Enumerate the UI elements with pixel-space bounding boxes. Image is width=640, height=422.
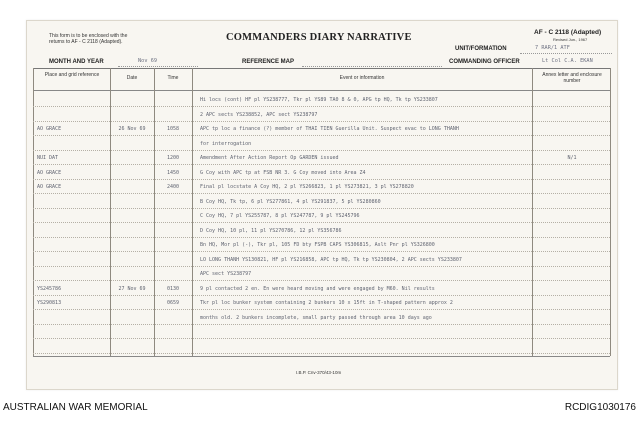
row-event: Bn HQ, Mor pl (-), Tkr pl, 105 FD bty FSPB CAPS YS306815, Aslt Pnr pl YS326800 bbox=[200, 242, 435, 248]
form-note-line2: returns to AF - C 2118 (Adapted). bbox=[49, 39, 123, 45]
col-header-time: Time bbox=[167, 75, 179, 81]
map-underline bbox=[302, 66, 442, 67]
row-rule bbox=[33, 280, 610, 281]
row-rule bbox=[33, 295, 610, 296]
unit-formation-value: 7 RAR/1 ATF bbox=[535, 45, 570, 51]
row-event: for interrogation bbox=[200, 140, 252, 147]
row-event: Amendment After Action Report Op GARDEN issued bbox=[200, 155, 339, 161]
row-rule bbox=[33, 164, 610, 165]
row-rule bbox=[33, 222, 610, 223]
row-time: 1058 bbox=[166, 126, 180, 132]
row-rule bbox=[33, 135, 610, 136]
row-annex: N/1 bbox=[567, 155, 577, 161]
row-rule bbox=[33, 251, 610, 252]
row-event: G Coy with APC tp at FSB NR 3. G Coy moved into Area Z4 bbox=[200, 169, 366, 176]
col-header-event: Event or information bbox=[339, 75, 385, 81]
form-code: AF - C 2118 (Adapted) bbox=[534, 29, 602, 36]
col-header-date: Date bbox=[126, 75, 138, 81]
row-event: APC sect YS238797 bbox=[200, 271, 252, 277]
row-time: 0130 bbox=[166, 285, 180, 292]
row-rule bbox=[33, 324, 610, 325]
row-place: YS245786 bbox=[37, 285, 62, 292]
row-rule bbox=[33, 121, 610, 122]
row-rule bbox=[33, 208, 610, 209]
month-year-label: MONTH AND YEAR bbox=[49, 59, 104, 65]
col-divider-1 bbox=[110, 68, 111, 356]
row-event: 9 pl contacted 2 en. En were heard moving and were engaged by M60. Nil results bbox=[200, 285, 435, 292]
col-divider-2 bbox=[154, 68, 155, 356]
row-date: 26 Nov 69 bbox=[118, 126, 146, 132]
commanding-officer-value: Lt Col C.A. EKAN bbox=[542, 58, 593, 64]
col-divider-4 bbox=[532, 68, 533, 356]
row-event: 2 APC sects YS238852, APC sect YS238797 bbox=[200, 111, 318, 118]
row-event: APC tp loc a finance (?) member of THAI TIEN Guerilla Unit. Suspect evac to LONG THANH bbox=[200, 126, 459, 132]
row-rule bbox=[33, 106, 610, 107]
row-event: Final pl locstate A Coy HQ, 2 pl YS266823, 1 pl YS273821, 3 pl YS278820 bbox=[200, 184, 414, 190]
col-divider-0 bbox=[33, 68, 34, 356]
form-note-line1: This form is to be enclosed with the bbox=[49, 33, 128, 39]
col-divider-5 bbox=[610, 68, 611, 356]
row-time: 1200 bbox=[166, 155, 180, 161]
printer-code: I.B.P. Cnv-370/43-10m bbox=[296, 370, 342, 375]
row-event: Hi locs (cont) HF pl YS238777, Tkr pl YS89 TA0 8 & 0, APG tp HQ, Tk tp YS233807 bbox=[200, 97, 438, 103]
row-place: AO GRACE bbox=[37, 126, 62, 132]
row-place: AO GRACE bbox=[37, 169, 62, 176]
row-rule bbox=[33, 266, 610, 267]
unit-underline bbox=[520, 53, 612, 54]
row-rule bbox=[33, 353, 610, 354]
row-place: AO GRACE bbox=[37, 184, 62, 190]
row-event: months old. 2 bunkers incomplete, small party passed through area 10 days ago bbox=[200, 314, 432, 321]
row-time: 0659 bbox=[166, 300, 180, 306]
commanding-officer-label: COMMANDING OFFICER bbox=[449, 59, 520, 65]
col-divider-3 bbox=[192, 68, 193, 356]
month-year-value: Nov 69 bbox=[138, 58, 158, 64]
col-header-annex: Annex letter and enclosure number bbox=[542, 72, 602, 84]
col-header-place: Place and grid reference bbox=[44, 72, 100, 78]
row-event: LO LONG THANH YS130821, HF pl YS216858, APC tp HQ, Tk tp YS230804, 2 APC sects YS233807 bbox=[200, 256, 462, 263]
archive-credit: AUSTRALIAN WAR MEMORIAL bbox=[3, 402, 148, 413]
reference-map-label: REFERENCE MAP bbox=[242, 59, 295, 65]
form-revised: Revised Jun., 1967 bbox=[553, 37, 588, 42]
row-event: B Coy HQ, Tk tp, 6 pl YS277861, 4 pl YS291837, 5 pl YS280860 bbox=[200, 198, 381, 205]
month-underline bbox=[118, 66, 198, 67]
page-title: COMMANDERS DIARY NARRATIVE bbox=[226, 32, 412, 43]
row-rule bbox=[33, 193, 610, 194]
row-place: NUI DAT bbox=[37, 155, 59, 161]
row-rule bbox=[33, 309, 610, 310]
row-rule bbox=[33, 150, 610, 151]
archive-reference: RCDIG1030176 bbox=[564, 402, 636, 413]
row-time: 2400 bbox=[166, 184, 180, 190]
table-bottom-border bbox=[33, 356, 610, 357]
row-event: Tkr pl loc bunker system containing 2 bunkers 10 x 15ft in T-shaped pattern approx 2 bbox=[200, 300, 453, 306]
row-rule bbox=[33, 179, 610, 180]
row-date: 27 Nov 69 bbox=[118, 285, 146, 292]
row-time: 1450 bbox=[166, 169, 180, 176]
table-top-border bbox=[33, 68, 610, 69]
table-header-border bbox=[33, 90, 610, 91]
row-event: C Coy HQ, 7 pl YS255787, 8 pl YS247787, 9 pl YS245796 bbox=[200, 213, 360, 219]
row-place: YS290813 bbox=[37, 300, 62, 306]
row-rule bbox=[33, 338, 610, 339]
row-rule bbox=[33, 237, 610, 238]
unit-formation-label: UNIT/FORMATION bbox=[455, 46, 507, 52]
row-event: D Coy HQ, 10 pl, 11 pl YS270786, 12 pl YS356786 bbox=[200, 227, 342, 234]
